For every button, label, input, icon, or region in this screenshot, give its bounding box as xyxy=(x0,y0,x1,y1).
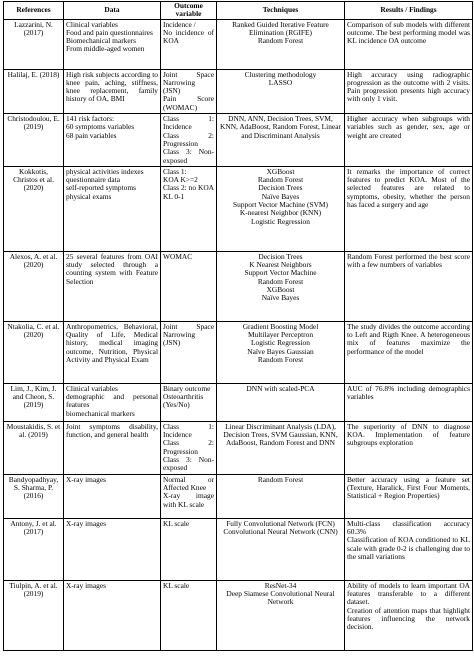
cell-data-line: demographic and personal features xyxy=(66,392,158,410)
cell-results-line: Comparison of sub models with different outcome. The best performing model was KL incidence OA outcome xyxy=(347,19,471,46)
cell-techniques-line: Support Vector Machine (SVM) xyxy=(233,200,328,210)
cell-outcome-line: Osteoarthritis (Yes/No) xyxy=(163,392,204,410)
cell-techniques-line: Ranked Guided Iterative Feature Elimination (RGIFE) xyxy=(232,19,329,37)
cell-results xyxy=(345,19,473,69)
cell-techniques xyxy=(217,19,345,69)
cell-outcome-line: X-ray image with KL scale xyxy=(163,491,214,509)
table-row xyxy=(4,383,473,421)
cell-results xyxy=(345,166,473,251)
cell-outcome xyxy=(161,421,217,474)
header-references: References xyxy=(4,2,64,20)
cell-data xyxy=(64,251,161,321)
cell-techniques-line: Decision Trees xyxy=(258,251,303,261)
cell-reference: Christodoulou, E. (2019) xyxy=(4,114,64,167)
cell-data xyxy=(64,421,161,474)
cell-results xyxy=(345,321,473,383)
cell-reference: Ntakolia, C. et al. (2020) xyxy=(4,321,64,383)
cell-results xyxy=(345,580,473,650)
cell-techniques-line: Logistic Regression xyxy=(251,216,310,226)
cell-outcome xyxy=(161,166,217,251)
cell-techniques-line: Naïve Bayes xyxy=(261,293,300,303)
cell-results-line: Higher accuracy when subgroups with variables such as gender, sex, age or weight are created xyxy=(347,114,470,140)
cell-results xyxy=(345,474,473,518)
cell-techniques xyxy=(217,166,345,251)
cell-data xyxy=(64,321,161,383)
cell-data-line: X-ray images xyxy=(66,474,107,484)
cell-data-line: Clinical variables xyxy=(66,383,118,393)
cell-data-line: Joint symptoms disability, function, and general health xyxy=(66,421,158,440)
table-row xyxy=(4,474,473,518)
literature-review-table xyxy=(3,1,473,651)
cell-outcome xyxy=(161,518,217,580)
cell-techniques-line: Decision Trees xyxy=(258,183,303,193)
cell-outcome-line: KL scale xyxy=(163,580,190,590)
cell-results-line: Random Forest performed the best score with a few numbers of variables xyxy=(347,251,470,270)
cell-results-line: It remarks the importance of correct features to predict KOA. Most of the selected features are related to symptoms, obesity, whether the person has faced a surgery and age xyxy=(347,166,470,210)
cell-outcome-line: KL scale xyxy=(163,518,190,528)
cell-outcome-line: Binary outcome xyxy=(163,383,211,393)
cell-data-line: Biomechanical markers xyxy=(66,36,136,46)
cell-data xyxy=(64,580,161,650)
cell-techniques-line: DNN with scaled-PCA xyxy=(246,383,315,393)
cell-techniques-line: Deep Siamese Convolutional Neural Network xyxy=(226,588,335,607)
cell-data-line: Food and pain questionnaires xyxy=(66,27,153,37)
cell-reference: Lim, J., Kim, J. and Cheon, S. (2019) xyxy=(4,383,64,421)
cell-results-line: AUC of 76.8% including demographics variables xyxy=(347,383,470,402)
table-body xyxy=(4,19,473,650)
document-page xyxy=(3,1,472,651)
cell-techniques-line: Random Forest xyxy=(257,355,304,365)
cell-data xyxy=(64,69,161,113)
cell-results-line: The study divides the outcome according to Left and Rigth Knee. A heterogeneous mix of features maximize the performance of the model xyxy=(347,321,470,356)
cell-outcome xyxy=(161,474,217,518)
cell-techniques xyxy=(217,580,345,650)
cell-data-line: X-ray images xyxy=(66,518,107,528)
cell-data xyxy=(64,474,161,518)
table-row xyxy=(4,421,473,474)
cell-outcome-line: Class 2: Progression xyxy=(163,438,214,456)
cell-data-line: 141 risk factors: xyxy=(66,114,115,124)
cell-results-line: Better accuracy using a feature set (Texture, Haralick, First Four Moments, Statistical + Region Properties) xyxy=(347,474,470,501)
cell-techniques xyxy=(217,474,345,518)
cell-outcome-line: Class 2: Progression xyxy=(163,130,214,148)
cell-outcome-line: Class 3: Non-exposed xyxy=(163,455,214,473)
cell-data-line: biomechanical markers xyxy=(66,408,135,418)
cell-techniques-line: Linear Discriminant Analysis (LDA), Decision Trees, SVM Gaussian, KNN, AdaBoost, Random Forest and DNN xyxy=(223,421,338,448)
cell-data-line: From middle-aged women xyxy=(66,44,145,54)
cell-outcome-line: Class 1: Incidence xyxy=(163,114,214,132)
header-data: Data xyxy=(64,2,161,20)
table-row xyxy=(4,114,473,167)
cell-outcome-line: Normal or Affected Knee xyxy=(163,474,214,492)
cell-outcome xyxy=(161,114,217,167)
cell-outcome-line: Class 3: Non-exposed xyxy=(163,147,214,165)
cell-results xyxy=(345,421,473,474)
cell-data-line: Anthropometrics, Behavioral, Quality of Life, Medical history, medical imaging outcome, Nutrition, Physical Activity and Physical Exam xyxy=(66,321,158,365)
cell-results xyxy=(345,69,473,113)
cell-techniques-line: Gradient Boosting Model xyxy=(242,321,319,331)
cell-outcome-line: Pain Score (WOMAC) xyxy=(163,94,214,112)
cell-results-line: Creation of attention maps that highlight features influencing the network decision. xyxy=(347,605,470,632)
cell-reference: Halilaj, E. (2018) xyxy=(4,69,64,113)
cell-techniques-line: K Nearest Neighbors xyxy=(249,260,312,270)
cell-reference: Alexos, A. et al. (2020) xyxy=(4,251,64,321)
cell-techniques-line: DNN, ANN, Decision Trees, SVM, KNN, AdaBoost, Random Forest, Linear and Discriminant Analysis xyxy=(220,114,341,140)
cell-outcome-line: Class 1: Incidence xyxy=(163,421,214,440)
cell-techniques-line: Clustering methodology xyxy=(244,69,317,79)
cell-techniques-line: Naïve Bayes Gaussian xyxy=(247,346,314,356)
cell-results-line: The superiority of DNN to diagnose KOA. Implementation of feature subgroups exploration xyxy=(347,421,470,448)
table-row xyxy=(4,251,473,321)
table-row xyxy=(4,166,473,251)
cell-reference: Kokkotis, Christos et al. (2020) xyxy=(4,166,64,251)
cell-reference: Moustakidis, S. et al. (2019) xyxy=(4,421,64,474)
cell-reference: Lazzarini, N. (2017) xyxy=(4,19,64,69)
table-row xyxy=(4,19,473,69)
cell-outcome-line: Incidence / xyxy=(163,19,196,29)
cell-techniques xyxy=(217,251,345,321)
cell-outcome-line: WOMAC xyxy=(163,251,193,261)
cell-data xyxy=(64,19,161,69)
cell-results xyxy=(345,518,473,580)
cell-techniques-line: XGBoost xyxy=(266,285,295,295)
cell-techniques-line: Logistic Regression xyxy=(251,338,310,348)
cell-outcome xyxy=(161,321,217,383)
cell-data-line: X-ray images xyxy=(66,580,107,590)
cell-outcome-line: Joint Space Narrowing (JSN) xyxy=(163,69,214,96)
table-row xyxy=(4,321,473,383)
cell-techniques xyxy=(217,383,345,421)
table-row xyxy=(4,580,473,650)
cell-outcome-line: Class 2: no KOA KL 0-1 xyxy=(163,183,214,201)
cell-data xyxy=(64,166,161,251)
cell-data-line: physical exams xyxy=(66,191,112,201)
cell-results-line: Multi-class classification accuracy 60.3% xyxy=(347,518,470,536)
header-results-findings: Results / Findings xyxy=(345,2,473,20)
cell-data xyxy=(64,383,161,421)
cell-techniques-line: Random Forest xyxy=(257,36,304,46)
cell-techniques-line: Multilayer Perceptron xyxy=(247,330,314,340)
cell-techniques-line: Naïve Bayes xyxy=(261,191,300,201)
cell-outcome xyxy=(161,580,217,650)
cell-outcome-line: Class 1: xyxy=(163,166,187,176)
cell-data-line: High risk subjects according to knee pain, aching, stiffness, knee replacement, family history of OA, BMI xyxy=(66,69,158,104)
cell-techniques-line: Random Forest xyxy=(257,175,304,185)
cell-data-line: 60 symptoms variables xyxy=(66,122,135,132)
cell-data-line: questionnaire data xyxy=(66,175,120,185)
cell-techniques-line: K-nearest Neighbor (KNN) xyxy=(239,208,322,218)
cell-techniques xyxy=(217,114,345,167)
cell-data xyxy=(64,114,161,167)
cell-techniques-line: Random Forest xyxy=(257,276,304,286)
cell-data xyxy=(64,518,161,580)
cell-techniques-line: Random Forest xyxy=(257,474,304,484)
cell-outcome xyxy=(161,251,217,321)
cell-outcome-line: No incidence of KOA xyxy=(163,27,214,46)
cell-data-line: 68 pain variables xyxy=(66,130,117,140)
cell-techniques xyxy=(217,518,345,580)
cell-data-line: 25 several features from OAI study selected through a counting system with Feature Selection xyxy=(66,251,158,286)
header-outcome-variable: Outcome variable xyxy=(161,2,217,20)
cell-techniques-line: XGBoost xyxy=(266,166,295,176)
cell-outcome xyxy=(161,383,217,421)
header-techniques: Techniques xyxy=(217,2,345,20)
cell-results-line: High accuracy using radiographic progression as the outcome with 2 visits. Pain progression presents high accuracy with only 1 visit. xyxy=(347,69,470,104)
cell-techniques-line: Support Vector Machine xyxy=(244,268,317,278)
cell-techniques-line: ResNet-34 xyxy=(264,580,297,590)
cell-outcome xyxy=(161,19,217,69)
cell-outcome-line: KOA K>=2 xyxy=(163,175,198,185)
cell-reference: Tiulpin, A. et al. (2019) xyxy=(4,580,64,650)
cell-reference: Bandyopadhyay, S. Sharma, P. (2016) xyxy=(4,474,64,518)
cell-techniques-line: Convolutional Neural Network (CNN) xyxy=(223,526,338,536)
table-header-row xyxy=(4,2,473,20)
cell-outcome xyxy=(161,69,217,113)
cell-results-line: Classification of KOA conditioned to KL scale with grade 0-2 is challenging due to the small variations xyxy=(347,535,470,561)
cell-results-line: Ability of models to learn important OA features transferable to a different dataset. xyxy=(347,580,470,607)
cell-techniques xyxy=(217,69,345,113)
cell-techniques-line: Fully Convolutional Network (FCN) xyxy=(226,518,335,528)
cell-techniques-line: LASSO xyxy=(268,77,293,87)
table-row xyxy=(4,518,473,580)
cell-data-line: physical activities indexes xyxy=(66,166,144,176)
cell-data-line: Clinical variables xyxy=(66,19,118,29)
cell-techniques xyxy=(217,421,345,474)
cell-data-line: self-reported symptoms xyxy=(66,183,136,193)
cell-outcome-line: Joint Space Narrowing (JSN) xyxy=(163,321,214,348)
table-row xyxy=(4,69,473,113)
cell-results xyxy=(345,114,473,167)
cell-reference: Antony, J. et al. (2017) xyxy=(4,518,64,580)
cell-results xyxy=(345,251,473,321)
cell-techniques xyxy=(217,321,345,383)
cell-results xyxy=(345,383,473,421)
